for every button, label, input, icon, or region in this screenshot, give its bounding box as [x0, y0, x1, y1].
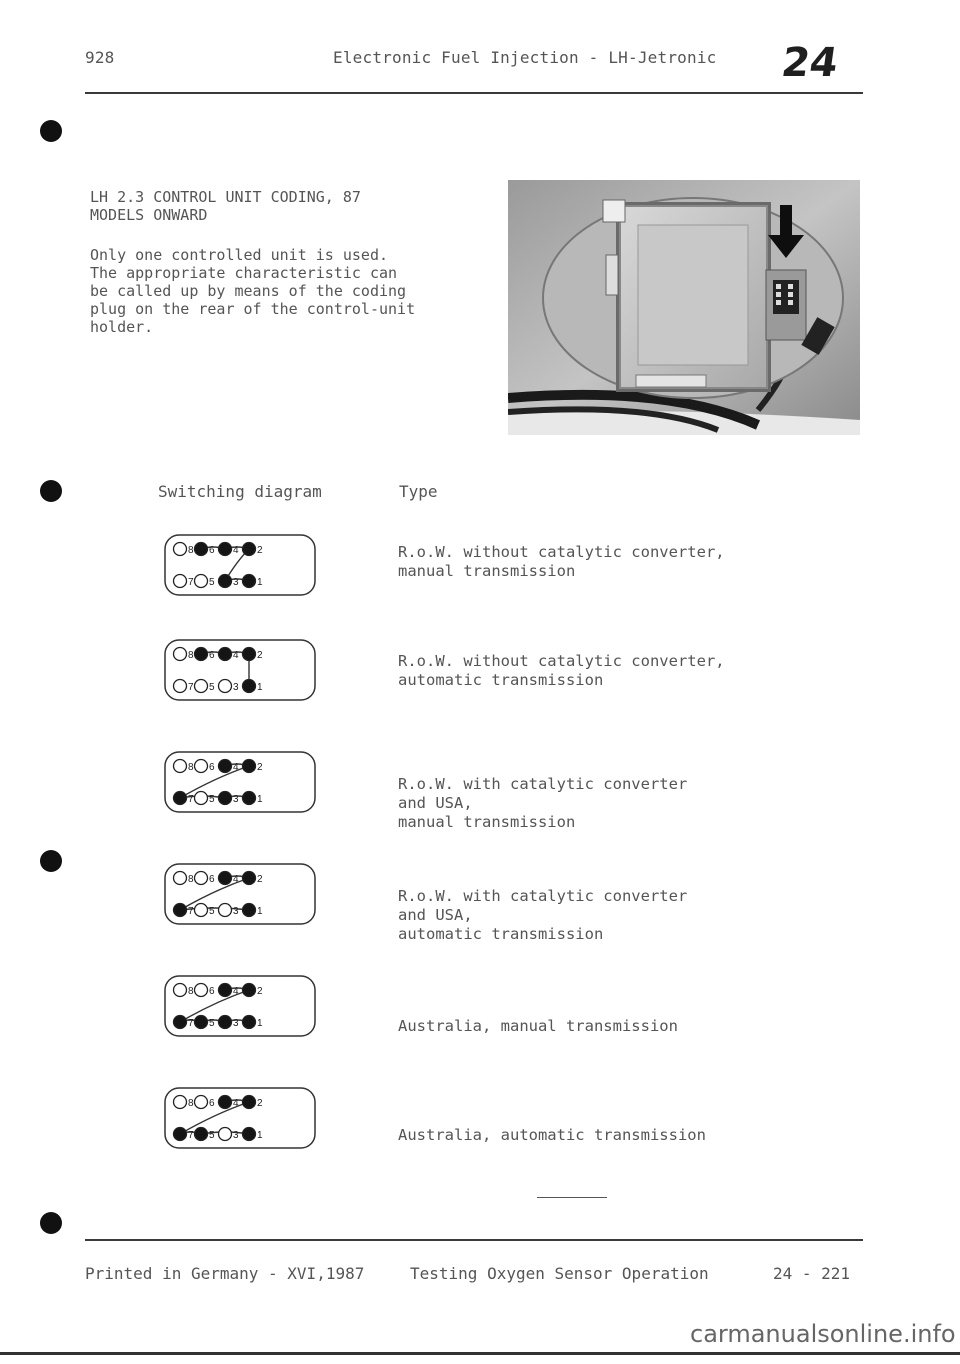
pin-bridged — [195, 1128, 208, 1141]
pin-bridged — [243, 872, 256, 885]
header-rule — [85, 92, 863, 94]
pin-number: 3 — [233, 1130, 239, 1141]
pin-number: 7 — [188, 1130, 194, 1141]
pin-number: 3 — [233, 577, 239, 588]
pin-number: 3 — [233, 1018, 239, 1029]
pin-number: 8 — [188, 986, 194, 997]
coding-plug-diagram — [163, 1086, 336, 1150]
pin-bridged — [195, 1016, 208, 1029]
pin-number: 5 — [209, 1130, 215, 1141]
pin-number: 2 — [257, 986, 263, 997]
pin-bridged — [219, 575, 232, 588]
pin-number: 5 — [209, 794, 215, 805]
pin-number: 3 — [233, 906, 239, 917]
pin-number: 2 — [257, 874, 263, 885]
footer-topic: Testing Oxygen Sensor Operation — [410, 1264, 709, 1283]
pin-number: 2 — [257, 650, 263, 661]
pin-open — [195, 872, 208, 885]
pin-open — [174, 575, 187, 588]
pin-bridged — [174, 1128, 187, 1141]
pin-bridged — [219, 543, 232, 556]
pin-bridged — [243, 904, 256, 917]
pin-bridged — [243, 1096, 256, 1109]
pin-open — [174, 984, 187, 997]
pin-bridged — [174, 904, 187, 917]
pin-number: 8 — [188, 650, 194, 661]
pin-number: 7 — [188, 577, 194, 588]
pin-number: 2 — [257, 762, 263, 773]
pin-bridged — [243, 648, 256, 661]
pin-open — [219, 680, 232, 693]
watermark: carmanualsonline.info — [690, 1320, 956, 1348]
type-description: Australia, automatic transmission — [398, 1126, 706, 1144]
pin-bridged — [243, 984, 256, 997]
pin-bridged — [174, 792, 187, 805]
pin-bridged — [219, 760, 232, 773]
pin-number: 6 — [209, 874, 215, 885]
pin-number: 8 — [188, 545, 194, 556]
punch-hole-icon — [40, 1212, 62, 1234]
section-number: 24 — [778, 40, 841, 86]
pin-open — [195, 904, 208, 917]
pin-number: 6 — [209, 762, 215, 773]
pin-open — [174, 872, 187, 885]
pin-open — [195, 792, 208, 805]
pin-number: 7 — [188, 682, 194, 693]
pin-open — [174, 543, 187, 556]
control-unit-photo — [508, 180, 860, 435]
pin-open — [195, 984, 208, 997]
pin-bridged — [243, 543, 256, 556]
pin-number: 6 — [209, 545, 215, 556]
pin-number: 8 — [188, 1098, 194, 1109]
pin-bridged — [219, 648, 232, 661]
pin-number: 1 — [257, 906, 263, 917]
pin-bridged — [174, 1016, 187, 1029]
pin-number: 2 — [257, 545, 263, 556]
pin-open — [195, 680, 208, 693]
pin-open — [174, 648, 187, 661]
footer-rule — [85, 1239, 863, 1241]
pin-open — [195, 1096, 208, 1109]
pin-number: 4 — [233, 545, 239, 556]
type-description: R.o.W. with catalytic converter and USA, manual transmission — [398, 775, 688, 831]
pin-open — [174, 680, 187, 693]
pin-number: 5 — [209, 577, 215, 588]
pin-bridged — [243, 575, 256, 588]
pin-number: 5 — [209, 682, 215, 693]
pin-bridged — [243, 1016, 256, 1029]
pin-bridged — [243, 1128, 256, 1141]
pin-bridged — [219, 792, 232, 805]
pin-open — [195, 760, 208, 773]
coding-plug-diagram — [163, 862, 336, 926]
punch-hole-icon — [40, 850, 62, 872]
pin-bridged — [219, 1016, 232, 1029]
pin-number: 6 — [209, 1098, 215, 1109]
pin-open — [195, 575, 208, 588]
pin-number: 7 — [188, 906, 194, 917]
intro-heading: LH 2.3 CONTROL UNIT CODING, 87 MODELS ONWARD — [90, 188, 361, 224]
intro-body: Only one controlled unit is used. The appropriate characteristic can be called up by means of the coding plug on the rear of the control-unit holder. — [90, 246, 416, 336]
footer-page-number: 24 - 221 — [773, 1264, 851, 1283]
type-description: R.o.W. without catalytic converter, automatic transmission — [398, 652, 725, 689]
pin-number: 3 — [233, 794, 239, 805]
pin-number: 4 — [233, 650, 239, 661]
punch-hole-icon — [40, 480, 62, 502]
pin-number: 5 — [209, 1018, 215, 1029]
pin-number: 1 — [257, 1018, 263, 1029]
pin-number: 1 — [257, 577, 263, 588]
end-rule — [537, 1197, 607, 1198]
pin-number: 6 — [209, 650, 215, 661]
pin-number: 6 — [209, 986, 215, 997]
bottom-edge-rule — [0, 1352, 960, 1355]
pin-open — [174, 1096, 187, 1109]
page-title: Electronic Fuel Injection - LH-Jetronic — [333, 48, 717, 67]
punch-hole-icon — [40, 120, 62, 142]
pin-number: 5 — [209, 906, 215, 917]
pin-number: 1 — [257, 682, 263, 693]
pin-open — [174, 760, 187, 773]
type-description: R.o.W. without catalytic converter, manual transmission — [398, 543, 725, 580]
pin-bridged — [243, 680, 256, 693]
pin-bridged — [219, 1096, 232, 1109]
pin-number: 7 — [188, 1018, 194, 1029]
pin-number: 1 — [257, 794, 263, 805]
pin-bridged — [195, 648, 208, 661]
column-label-type: Type — [399, 482, 438, 501]
coding-plug-diagram — [163, 750, 336, 814]
pin-number: 4 — [233, 874, 239, 885]
coding-plug-diagram — [163, 533, 336, 597]
pin-number: 4 — [233, 986, 239, 997]
footer-printed: Printed in Germany - XVI,1987 — [85, 1264, 365, 1283]
pin-number: 8 — [188, 874, 194, 885]
pin-number: 7 — [188, 794, 194, 805]
pin-number: 2 — [257, 1098, 263, 1109]
coding-plug-diagram — [163, 974, 336, 1038]
pin-open — [219, 904, 232, 917]
pin-bridged — [243, 792, 256, 805]
type-description: R.o.W. with catalytic converter and USA, automatic transmission — [398, 887, 688, 943]
pin-bridged — [243, 760, 256, 773]
pin-number: 4 — [233, 1098, 239, 1109]
coding-plug-diagram — [163, 638, 336, 702]
page-model: 928 — [85, 48, 115, 67]
pin-bridged — [219, 872, 232, 885]
pin-number: 3 — [233, 682, 239, 693]
type-description: Australia, manual transmission — [398, 1017, 678, 1035]
pin-bridged — [219, 984, 232, 997]
pin-open — [219, 1128, 232, 1141]
column-label-switching-diagram: Switching diagram — [158, 482, 322, 501]
pin-number: 1 — [257, 1130, 263, 1141]
pin-bridged — [195, 543, 208, 556]
pin-number: 8 — [188, 762, 194, 773]
pin-number: 4 — [233, 762, 239, 773]
